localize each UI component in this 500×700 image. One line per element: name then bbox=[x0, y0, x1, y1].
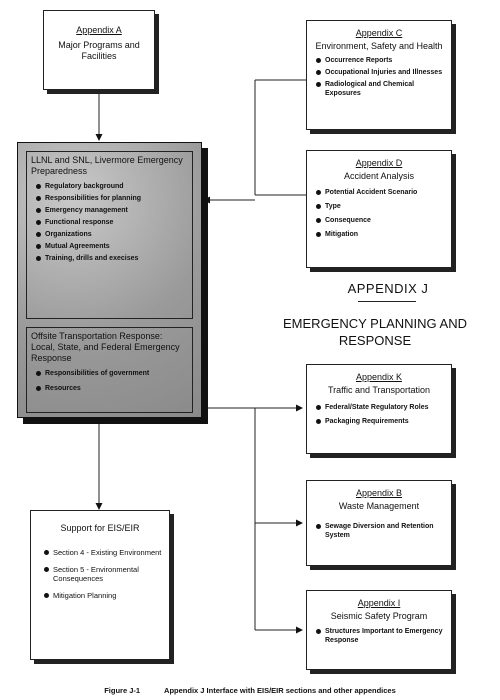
offsite-panel bbox=[26, 327, 193, 413]
appendix-k-list bbox=[307, 403, 451, 426]
list-item: Training, drills and execises bbox=[45, 254, 186, 263]
list-item: Mutual Agreements bbox=[45, 242, 186, 251]
list-item: Potential Accident Scenario bbox=[325, 188, 445, 197]
list-item: Section 5 - Environmental Consequences bbox=[53, 565, 163, 583]
appendix-c-subtitle: Environment, Safety and Health bbox=[315, 41, 443, 51]
list-item: Resources bbox=[45, 384, 186, 393]
list-item: Sewage Diversion and Retention System bbox=[325, 522, 445, 540]
list-item: Section 4 - Existing Environment bbox=[53, 548, 162, 557]
list-item: Emergency management bbox=[45, 206, 186, 215]
appendix-d-list bbox=[307, 188, 451, 239]
list-item: Occupational Injuries and Illnesses bbox=[325, 68, 445, 77]
offsite-list bbox=[27, 369, 192, 393]
appendix-c-list bbox=[307, 56, 451, 98]
appendix-j-rule bbox=[358, 301, 416, 302]
list-item: Structures Important to Emergency Response bbox=[325, 627, 445, 645]
appendix-c-box bbox=[306, 20, 452, 130]
appendix-b-title: Appendix B bbox=[355, 488, 403, 498]
list-item: Occurrence Reports bbox=[325, 56, 445, 65]
appendix-b-subtitle: Waste Management bbox=[338, 501, 420, 511]
appendix-k-subtitle: Traffic and Transportation bbox=[327, 385, 431, 395]
list-item: Type bbox=[325, 202, 445, 211]
appendix-j-subtitle: EMERGENCY PLANNING AND RESPONSE bbox=[283, 316, 467, 348]
appendix-d-subtitle: Accident Analysis bbox=[343, 171, 415, 181]
figure-number: Figure J-1 bbox=[104, 686, 141, 695]
appendix-d-box bbox=[306, 150, 452, 268]
support-title: Support for EIS/EIR bbox=[60, 523, 140, 533]
appendix-b-box bbox=[306, 480, 452, 566]
preparedness-panel bbox=[26, 151, 193, 319]
offsite-title: Offsite Transportation Response: Local, State, and Federal Emergency Response bbox=[31, 331, 180, 363]
support-eis-eir-box bbox=[30, 510, 170, 660]
appendix-i-list bbox=[307, 627, 451, 645]
appendix-b-list bbox=[307, 522, 451, 540]
list-item: Regulatory background bbox=[45, 182, 186, 191]
list-item: Mitigation Planning bbox=[53, 591, 163, 600]
list-item: Mitigation bbox=[325, 230, 445, 239]
appendix-i-subtitle: Seismic Safety Program bbox=[330, 611, 428, 621]
list-item: Functional response bbox=[45, 218, 186, 227]
appendix-a-box bbox=[43, 10, 155, 90]
appendix-j-label: APPENDIX J bbox=[347, 281, 429, 296]
figure-caption bbox=[0, 686, 500, 695]
support-list bbox=[31, 548, 169, 600]
appendix-a-subtitle: Major Programs and Facilities bbox=[58, 40, 140, 61]
list-item: Organizations bbox=[45, 230, 186, 239]
appendix-k-box bbox=[306, 364, 452, 454]
list-item: Responsibilities of government bbox=[45, 369, 186, 378]
list-item: Packaging Requirements bbox=[325, 417, 445, 426]
list-item: Radiological and Chemical Exposures bbox=[325, 80, 445, 98]
emergency-preparedness-box bbox=[17, 142, 202, 418]
list-item: Consequence bbox=[325, 216, 445, 225]
preparedness-list bbox=[27, 182, 192, 263]
appendix-a-title: Appendix A bbox=[76, 25, 122, 35]
appendix-i-box bbox=[306, 590, 452, 670]
list-item: Responsibilities for planning bbox=[45, 194, 186, 203]
figure-caption-text: Appendix J Interface with EIS/EIR sections and other appendices bbox=[164, 686, 396, 695]
appendix-k-title: Appendix K bbox=[355, 372, 403, 382]
appendix-i-title: Appendix I bbox=[357, 598, 401, 608]
list-item: Federal/State Regulatory Roles bbox=[325, 403, 445, 412]
appendix-d-title: Appendix D bbox=[355, 158, 403, 168]
preparedness-title: LLNL and SNL, Livermore Emergency Preparedness bbox=[31, 155, 183, 176]
appendix-c-title: Appendix C bbox=[355, 28, 403, 38]
